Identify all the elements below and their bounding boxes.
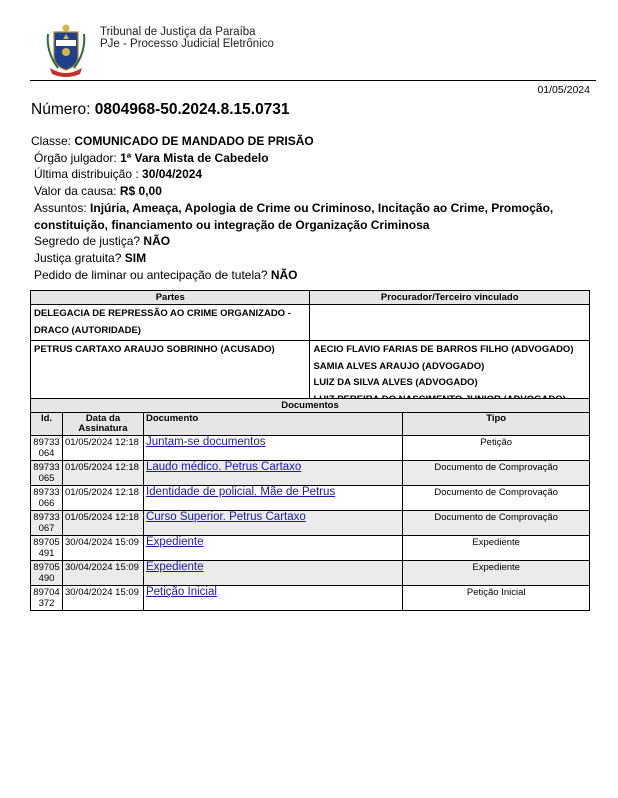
classe-line <box>31 133 591 150</box>
doc-id <box>31 511 63 536</box>
doc-link[interactable]: Expediente <box>145 536 204 548</box>
doc-cell <box>143 561 402 586</box>
header-divider <box>30 80 596 81</box>
doc-id <box>31 486 63 511</box>
procurador: LUIZ DA SILVA ALVES (ADVOGADO) <box>313 377 478 388</box>
gratuita-line <box>31 250 591 267</box>
classe-value: COMUNICADO DE MANDADO DE PRISÃO <box>74 134 314 148</box>
doc-id-part: 372 <box>38 598 55 609</box>
doc-cell <box>143 461 402 486</box>
procurador: AECIO FLAVIO FARIAS DE BARROS FILHO (ADVOGADO) <box>313 344 574 355</box>
doc-date: 30/04/2024 15:09 <box>62 586 143 611</box>
document-row <box>31 461 590 486</box>
doc-id-part: 066 <box>38 498 55 509</box>
doc-date: 01/05/2024 12:18 <box>62 436 143 461</box>
party-name: DELEGACIA DE REPRESSÃO AO CRIME ORGANIZADO - DRACO (AUTORIDADE) <box>31 305 310 341</box>
gratuita-label: Justiça gratuita? <box>34 250 122 265</box>
document-row <box>31 436 590 461</box>
court-name: Tribunal de Justiça da Paraíba <box>100 26 256 38</box>
doc-date: 01/05/2024 12:18 <box>62 486 143 511</box>
numero-label: Número: <box>31 101 91 118</box>
doc-link[interactable]: Petição Inicial <box>145 586 217 598</box>
gratuita-value: SIM <box>124 250 147 265</box>
doc-tipo: Expediente <box>403 561 590 586</box>
party-row <box>31 305 590 341</box>
doc-tipo: Petição <box>403 436 590 461</box>
process-number <box>31 101 290 119</box>
parties-header-row <box>31 291 590 305</box>
orgao-line <box>31 150 591 167</box>
distribuicao-line <box>31 166 591 183</box>
system-name: PJe - Processo Judicial Eletrônico <box>100 38 274 50</box>
doc-id-part: 064 <box>38 448 55 459</box>
valor-value: R$ 0,00 <box>119 184 162 199</box>
parties-table <box>30 290 590 410</box>
doc-id-part: 067 <box>38 523 55 534</box>
segredo-line <box>31 233 591 250</box>
doc-link[interactable]: Expediente <box>145 561 204 573</box>
numero-value: 0804968-50.2024.8.15.0731 <box>94 101 290 118</box>
liminar-value: NÃO <box>270 267 298 282</box>
parties-col-partes: Partes <box>31 291 310 305</box>
doc-id-part: 89733 <box>33 437 60 448</box>
doc-id-part: 89733 <box>33 487 60 498</box>
doc-date: 30/04/2024 15:09 <box>62 561 143 586</box>
parties-col-procurador: Procurador/Terceiro vinculado <box>310 291 590 305</box>
doc-tipo: Documento de Comprovação <box>403 461 590 486</box>
doc-link[interactable]: Curso Superior. Petrus Cartaxo <box>145 511 306 523</box>
distribuicao-value: 30/04/2024 <box>142 167 203 182</box>
doc-date: 01/05/2024 12:18 <box>62 461 143 486</box>
doc-tipo: Documento de Comprovação <box>403 486 590 511</box>
doc-id-part: 490 <box>38 573 55 584</box>
doc-id <box>31 461 63 486</box>
assuntos-line <box>31 200 591 233</box>
header-court-info <box>100 26 274 50</box>
doc-link[interactable]: Identidade de policial. Mãe de Petrus <box>145 486 336 498</box>
docs-col-id: Id. <box>31 413 63 436</box>
doc-id-part: 065 <box>38 473 55 484</box>
party-name: PETRUS CARTAXO ARAUJO SOBRINHO (ACUSADO) <box>31 341 310 410</box>
doc-date: 01/05/2024 12:18 <box>62 511 143 536</box>
docs-col-tipo: Tipo <box>403 413 590 436</box>
liminar-label: Pedido de liminar ou antecipação de tutela? <box>34 267 268 282</box>
orgao-value: 1ª Vara Mista de Cabedelo <box>120 150 269 165</box>
doc-id-part: 89705 <box>33 537 60 548</box>
document-row <box>31 511 590 536</box>
doc-link[interactable]: Laudo médico. Petrus Cartaxo <box>145 461 302 473</box>
assuntos-label: Assuntos: <box>34 200 87 215</box>
doc-id-part: 89733 <box>33 512 60 523</box>
doc-id-part: 89705 <box>33 562 60 573</box>
doc-id-part: 89704 <box>33 587 60 598</box>
distribuicao-label: Última distribuição : <box>34 167 139 182</box>
documents-table <box>30 398 590 611</box>
assuntos-value: Injúria, Ameaça, Apologia de Crime ou Criminoso, Incitação ao Crime, Promoção, constituição, financiamento ou integração de Organização Criminosa <box>34 200 554 232</box>
doc-cell <box>143 586 402 611</box>
doc-cell <box>143 536 402 561</box>
doc-date: 30/04/2024 15:09 <box>62 536 143 561</box>
doc-id-part: 491 <box>38 548 55 559</box>
segredo-label: Segredo de justiça? <box>34 234 141 249</box>
doc-tipo: Expediente <box>403 536 590 561</box>
classe-label: Classe: <box>31 134 72 148</box>
doc-cell <box>143 511 402 536</box>
party-procuradores <box>310 305 590 341</box>
doc-id <box>31 536 63 561</box>
process-info <box>31 133 591 283</box>
doc-cell <box>143 486 402 511</box>
document-row <box>31 486 590 511</box>
documents-title-row <box>31 399 590 413</box>
valor-line <box>31 183 591 200</box>
doc-id <box>31 586 63 611</box>
document-row <box>31 536 590 561</box>
orgao-label: Órgão julgador: <box>34 150 117 165</box>
doc-link[interactable]: Juntam-se documentos <box>145 436 266 448</box>
print-date: 01/05/2024 <box>537 84 590 96</box>
documents-title: Documentos <box>31 399 590 413</box>
doc-id-part: 89733 <box>33 462 60 473</box>
docs-col-data: Data da Assinatura <box>62 413 143 436</box>
liminar-line <box>31 267 591 284</box>
doc-id <box>31 561 63 586</box>
court-seal-logo <box>44 22 88 78</box>
valor-label: Valor da causa: <box>34 184 117 199</box>
doc-tipo: Documento de Comprovação <box>403 511 590 536</box>
document-row <box>31 586 590 611</box>
doc-id <box>31 436 63 461</box>
docs-col-documento: Documento <box>143 413 402 436</box>
doc-cell <box>143 436 402 461</box>
segredo-value: NÃO <box>143 234 171 249</box>
procurador: SAMIA ALVES ARAUJO (ADVOGADO) <box>313 360 485 372</box>
documents-header-row <box>31 413 590 436</box>
doc-tipo: Petição Inicial <box>403 586 590 611</box>
document-row <box>31 561 590 586</box>
